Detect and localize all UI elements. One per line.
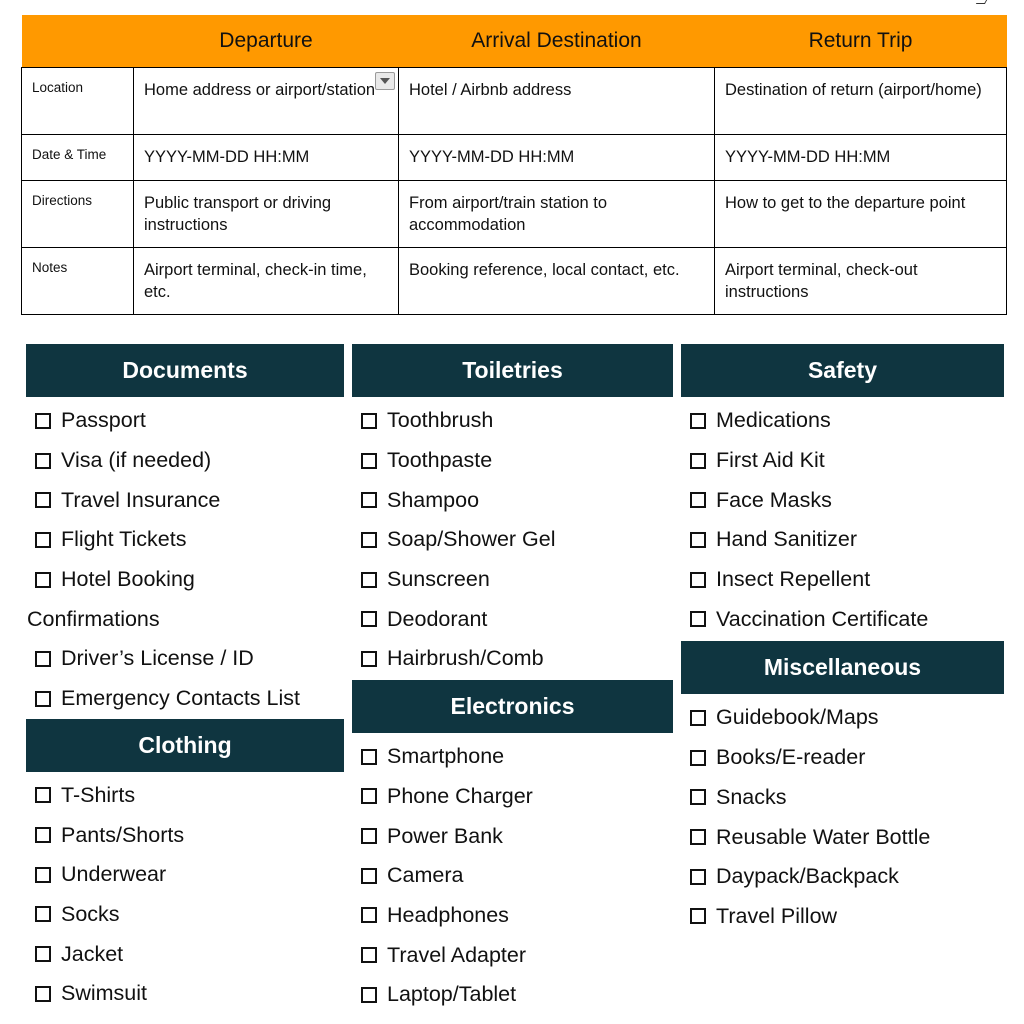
category-header-documents: Documents	[26, 344, 344, 397]
item-label: Underwear	[61, 862, 167, 887]
checkbox-icon[interactable]	[35, 827, 51, 843]
row-notes	[22, 248, 1007, 315]
row-label: Date & Time	[22, 135, 134, 181]
list-item[interactable]	[26, 934, 344, 974]
header-blank	[22, 15, 134, 68]
row-date-time	[22, 135, 1007, 181]
checkbox-icon[interactable]	[690, 750, 706, 766]
checkbox-icon[interactable]	[35, 691, 51, 707]
item-label: Sunscreen	[387, 567, 490, 592]
item-label: Travel Pillow	[716, 903, 838, 928]
checkbox-icon[interactable]	[690, 532, 706, 548]
checkbox-icon[interactable]	[35, 986, 51, 1002]
item-label: T-Shirts	[61, 782, 136, 807]
checkbox-icon[interactable]	[361, 651, 377, 667]
list-item[interactable]	[352, 520, 673, 560]
miscellaneous-list	[681, 694, 1004, 940]
checkbox-icon[interactable]	[361, 611, 377, 627]
list-item[interactable]	[352, 639, 673, 679]
checkbox-icon[interactable]	[361, 572, 377, 588]
cell-departure-notes[interactable]: Airport terminal, check-in time, etc.	[134, 248, 399, 315]
checkbox-icon[interactable]	[690, 492, 706, 508]
item-label: Visa (if needed)	[61, 448, 212, 473]
item-label: Pants/Shorts	[61, 822, 185, 847]
checkbox-icon[interactable]	[361, 749, 377, 765]
checklist-column-3	[681, 344, 1004, 940]
cell-departure-directions[interactable]: Public transport or driving instructions	[134, 181, 399, 248]
list-item[interactable]	[681, 698, 1004, 738]
cell-arrival-notes[interactable]: Booking reference, local contact, etc.	[399, 248, 715, 315]
list-item[interactable]	[26, 679, 344, 719]
category-header-electronics: Electronics	[352, 680, 673, 733]
category-header-clothing: Clothing	[26, 719, 344, 772]
checkbox-icon[interactable]	[35, 453, 51, 469]
list-item[interactable]	[681, 520, 1004, 560]
list-item[interactable]	[26, 974, 344, 1014]
list-item[interactable]	[26, 895, 344, 935]
cell-return-location[interactable]: Destination of return (airport/home)	[715, 68, 1007, 135]
list-item[interactable]	[352, 935, 673, 975]
item-label: Insect Repellent	[716, 567, 871, 592]
list-item[interactable]	[26, 401, 344, 441]
checkbox-icon[interactable]	[361, 413, 377, 429]
checkbox-icon[interactable]	[361, 868, 377, 884]
checkbox-icon[interactable]	[690, 789, 706, 805]
list-item[interactable]	[26, 639, 344, 679]
list-item[interactable]	[681, 778, 1004, 818]
list-item[interactable]	[352, 560, 673, 600]
checkbox-icon[interactable]	[35, 492, 51, 508]
item-label: Hand Sanitizer	[716, 527, 858, 552]
item-label: Travel Adapter	[387, 942, 527, 967]
item-label: Headphones	[387, 902, 509, 927]
list-item[interactable]	[26, 776, 344, 816]
item-label: Soap/Shower Gel	[387, 527, 556, 552]
item-label: Medications	[716, 408, 831, 433]
list-item[interactable]	[681, 897, 1004, 937]
list-item[interactable]	[681, 857, 1004, 897]
list-item[interactable]	[681, 599, 1004, 639]
item-label: Shampoo	[387, 487, 480, 512]
checkbox-icon[interactable]	[690, 869, 706, 885]
item-label: Guidebook/Maps	[716, 705, 879, 730]
cell-return-date[interactable]: YYYY-MM-DD HH:MM	[715, 135, 1007, 181]
list-item[interactable]	[681, 441, 1004, 481]
row-location	[22, 68, 1007, 135]
itinerary-header-row	[22, 15, 1007, 68]
row-directions	[22, 181, 1007, 248]
checkbox-icon[interactable]	[361, 532, 377, 548]
checklist-column-2	[352, 344, 673, 1019]
cell-return-directions[interactable]: How to get to the departure point	[715, 181, 1007, 248]
item-label: Toothbrush	[387, 408, 494, 433]
checkbox-icon[interactable]	[35, 572, 51, 588]
list-item[interactable]	[352, 480, 673, 520]
checkbox-icon[interactable]	[361, 947, 377, 963]
checkbox-icon[interactable]	[690, 453, 706, 469]
checkbox-icon[interactable]	[35, 906, 51, 922]
list-item[interactable]	[26, 480, 344, 520]
item-label: Emergency Contacts List	[61, 686, 300, 711]
list-item[interactable]	[352, 441, 673, 481]
checkbox-icon[interactable]	[690, 908, 706, 924]
list-item[interactable]	[681, 560, 1004, 600]
item-label: Flight Tickets	[61, 527, 187, 552]
category-header-toiletries: Toiletries	[352, 344, 673, 397]
header-departure: Departure	[134, 15, 399, 68]
item-label: Laptop/Tablet	[387, 982, 517, 1007]
header-arrival: Arrival Destination	[399, 15, 715, 68]
list-item[interactable]	[352, 896, 673, 936]
checkbox-icon[interactable]	[361, 828, 377, 844]
checkbox-icon[interactable]	[35, 867, 51, 883]
item-label: Reusable Water Bottle	[716, 824, 931, 849]
safety-list	[681, 397, 1004, 643]
checkbox-icon[interactable]	[35, 787, 51, 803]
list-item[interactable]	[352, 856, 673, 896]
checkbox-icon[interactable]	[690, 829, 706, 845]
item-label: Toothpaste	[387, 448, 493, 473]
item-label: Power Bank	[387, 823, 503, 848]
list-item[interactable]	[352, 816, 673, 856]
checkbox-icon[interactable]	[361, 788, 377, 804]
list-item[interactable]	[26, 520, 344, 560]
checkbox-icon[interactable]	[361, 907, 377, 923]
item-label: Driver’s License / ID	[61, 646, 254, 671]
dropdown-arrow-icon[interactable]	[375, 72, 395, 90]
list-item[interactable]	[26, 560, 344, 600]
item-label: Daypack/Backpack	[716, 864, 899, 889]
row-label: Location	[22, 68, 134, 135]
toiletries-list	[352, 397, 673, 683]
list-item[interactable]	[681, 817, 1004, 857]
category-header-safety: Safety	[681, 344, 1004, 397]
list-item[interactable]	[352, 737, 673, 777]
itinerary-table	[21, 15, 1007, 315]
checkbox-icon[interactable]	[361, 987, 377, 1003]
header-return: Return Trip	[715, 15, 1007, 68]
list-item[interactable]	[681, 480, 1004, 520]
item-label: Passport	[61, 408, 146, 433]
list-item[interactable]	[681, 738, 1004, 778]
list-item[interactable]	[352, 975, 673, 1015]
row-label: Notes	[22, 248, 134, 315]
checkbox-icon[interactable]	[690, 413, 706, 429]
checkbox-icon[interactable]	[690, 611, 706, 627]
item-label: Confirmations	[27, 606, 160, 631]
cell-arrival-date[interactable]: YYYY-MM-DD HH:MM	[399, 135, 715, 181]
checkbox-icon[interactable]	[35, 946, 51, 962]
checkbox-icon[interactable]	[35, 532, 51, 548]
cell-text: Home address or airport/station	[144, 81, 376, 99]
checkbox-icon[interactable]	[690, 572, 706, 588]
item-label: Smartphone	[387, 744, 505, 769]
item-label: Hairbrush/Comb	[387, 646, 544, 671]
item-label: Snacks	[716, 784, 787, 809]
cell-arrival-location[interactable]: Hotel / Airbnb address	[399, 68, 715, 135]
row-label: Directions	[22, 181, 134, 248]
item-label: Phone Charger	[387, 783, 533, 808]
item-label: Socks	[61, 901, 120, 926]
list-item[interactable]	[681, 401, 1004, 441]
electronics-list	[352, 733, 673, 1019]
item-label: Hotel Booking	[61, 567, 195, 592]
cell-departure-location[interactable]	[134, 68, 399, 135]
item-label: Camera	[387, 863, 464, 888]
list-item[interactable]	[26, 441, 344, 481]
list-item[interactable]	[26, 855, 344, 895]
item-label: Swimsuit	[61, 981, 148, 1006]
checklist-column-1	[26, 344, 344, 1018]
item-label: Jacket	[61, 941, 124, 966]
item-label: Vaccination Certificate	[716, 606, 929, 631]
list-item[interactable]	[26, 815, 344, 855]
category-header-miscellaneous: Miscellaneous	[681, 641, 1004, 694]
list-item[interactable]	[352, 777, 673, 817]
item-label: Books/E-reader	[716, 745, 866, 770]
list-item[interactable]	[352, 599, 673, 639]
documents-list	[26, 397, 344, 723]
cell-return-notes[interactable]: Airport terminal, check-out instructions	[715, 248, 1007, 315]
checkbox-icon[interactable]	[361, 492, 377, 508]
cell-arrival-directions[interactable]: From airport/train station to accommodation	[399, 181, 715, 248]
item-label: First Aid Kit	[716, 448, 825, 473]
corner-mark	[976, 0, 987, 4]
list-item-continuation	[27, 599, 344, 639]
item-label: Face Masks	[716, 487, 832, 512]
item-label: Deodorant	[387, 606, 488, 631]
cell-departure-date[interactable]: YYYY-MM-DD HH:MM	[134, 135, 399, 181]
checkbox-icon[interactable]	[690, 710, 706, 726]
list-item[interactable]	[352, 401, 673, 441]
checkbox-icon[interactable]	[35, 413, 51, 429]
item-label: Travel Insurance	[61, 487, 221, 512]
clothing-list	[26, 772, 344, 1018]
checkbox-icon[interactable]	[361, 453, 377, 469]
checkbox-icon[interactable]	[35, 651, 51, 667]
